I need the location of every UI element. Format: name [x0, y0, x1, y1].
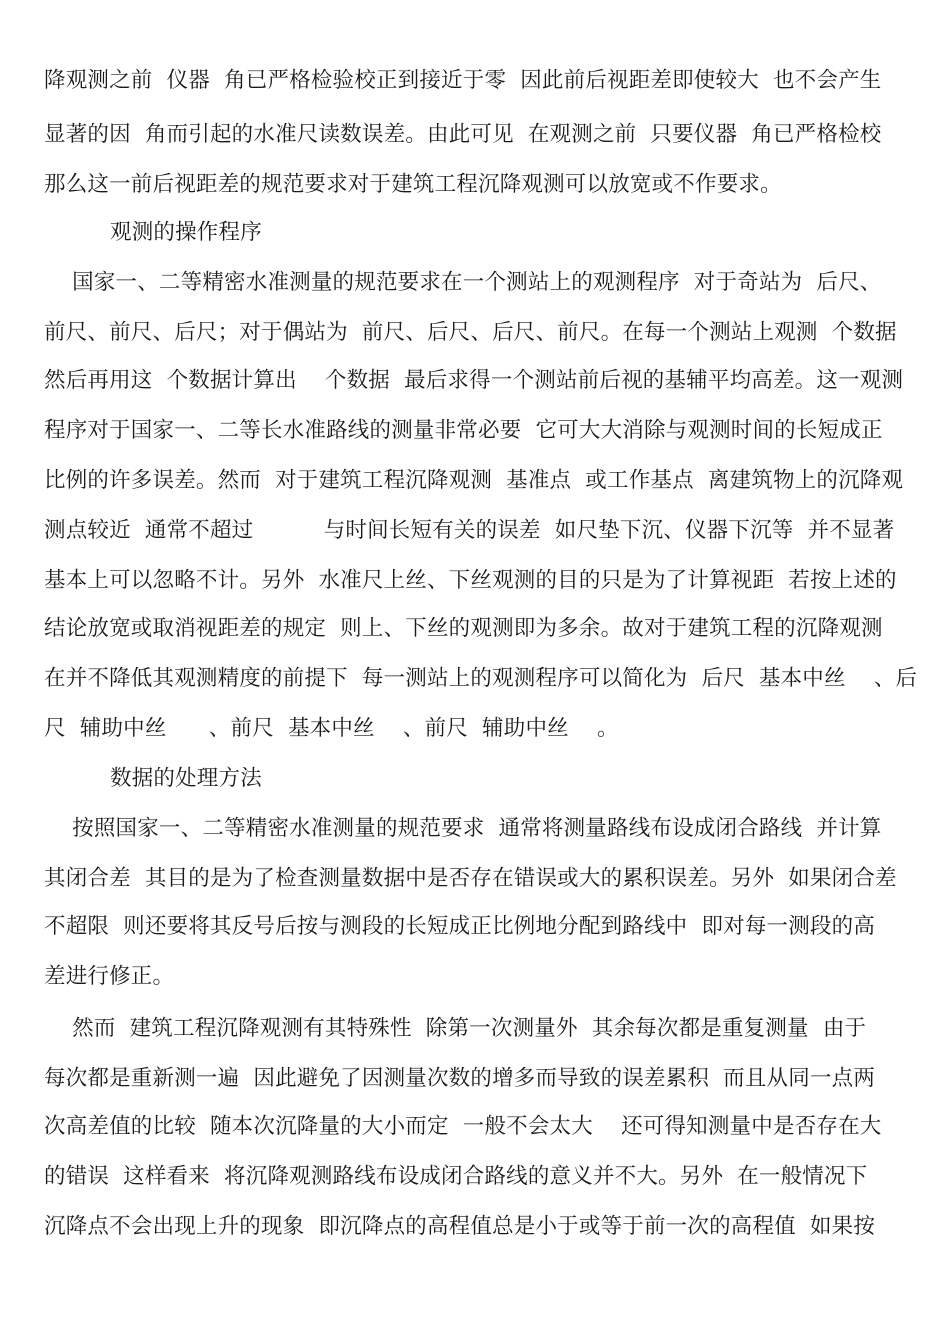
- paragraph-line: 尺 辅助中丝 、前尺 基本中丝 、前尺 辅助中丝 。: [44, 716, 619, 741]
- paragraph-line: 测点较近 通常不超过 与时间长短有关的误差 如尺垫下沉、仪器下沉等 并不显著: [44, 518, 895, 543]
- paragraph-line: 在并不降低其观测精度的前提下 每一测站上的观测程序可以简化为 后尺 基本中丝 、后: [44, 666, 918, 691]
- paragraph-line: 的错误 这样看来 将沉降观测路线布设成闭合路线的意义并不大。另外 在一般情况下: [44, 1164, 868, 1189]
- paragraph-line: 结论放宽或取消视距差的规定 则上、下丝的观测即为多余。故对于建筑工程的沉降观测: [44, 616, 883, 641]
- paragraph-line: 降观测之前 仪器 角已严格检验校正到接近于零 因此前后视距差即使较大 也不会产生: [44, 68, 882, 93]
- paragraph-line: 然后再用这 个数据计算出 个数据 最后求得一个测站前后视的基辅平均高差。这一观测: [44, 368, 904, 393]
- paragraph-line: 比例的许多误差。然而 对于建筑工程沉降观测 基准点 或工作基点 离建筑物上的沉降观: [44, 468, 904, 493]
- paragraph-line: 国家一、二等精密水准测量的规范要求在一个测站上的观测程序 对于奇站为 后尺、: [44, 270, 882, 295]
- paragraph-line: 前尺、前尺、后尺；对于偶站为 前尺、后尺、后尺、前尺。在每一个测站上观测 个数据: [44, 320, 897, 345]
- paragraph-line: 程序对于国家一、二等长水准路线的测量非常必要 它可大大消除与观测时间的长短成正: [44, 418, 883, 443]
- paragraph-line: 差进行修正。: [44, 964, 175, 989]
- paragraph-line: 基本上可以忽略不计。另外 水准尺上丝、下丝观测的目的只是为了计算视距 若按上述的: [44, 568, 897, 593]
- paragraph-line: 不超限 则还要将其反号后按与测段的长短成正比例地分配到路线中 即对每一测段的高: [44, 914, 876, 939]
- paragraph-line: 显著的因 角而引起的水准尺读数误差。由此可见 在观测之前 只要仪器 角已严格检校: [44, 122, 882, 147]
- paragraph-line: 次高差值的比较 随本次沉降量的大小而定 一般不会太大 还可得知测量中是否存在大: [44, 1114, 882, 1139]
- paragraph-line: 其闭合差 其目的是为了检查测量数据中是否存在错误或大的累积误差。另外 如果闭合差: [44, 866, 897, 891]
- paragraph-line: 每次都是重新测一遍 因此避免了因测量次数的增多而导致的误差累积 而且从同一点两: [44, 1066, 876, 1091]
- section-heading: 数据的处理方法: [110, 766, 262, 791]
- section-heading: 观测的操作程序: [110, 220, 262, 245]
- paragraph-line: 然而 建筑工程沉降观测有其特殊性 除第一次测量外 其余每次都是重复测量 由于: [44, 1016, 867, 1041]
- paragraph-line: 按照国家一、二等精密水准测量的规范要求 通常将测量路线布设成闭合路线 并计算: [44, 816, 882, 841]
- paragraph-line: 那么这一前后视距差的规范要求对于建筑工程沉降观测可以放宽或不作要求。: [44, 172, 782, 197]
- paragraph-line: 沉降点不会出现上升的现象 即沉降点的高程值总是小于或等于前一次的高程值 如果按: [44, 1214, 876, 1239]
